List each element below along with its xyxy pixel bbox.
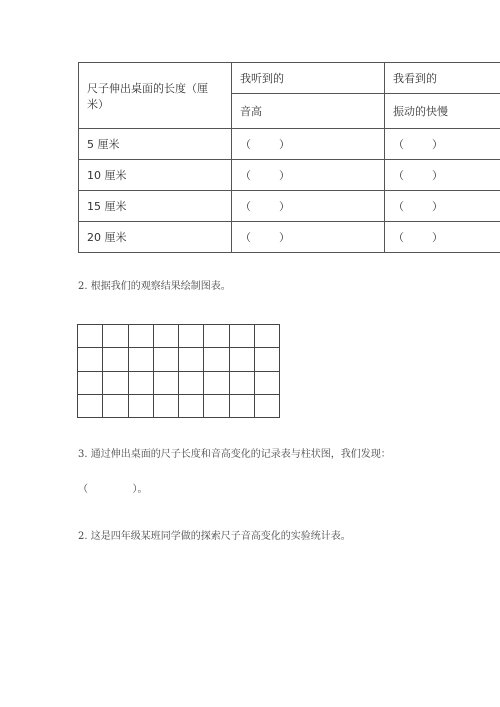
grid-cell[interactable] [229,325,254,348]
grid-cell[interactable] [128,325,153,348]
grid-cell[interactable] [103,394,128,417]
table-row [79,129,500,160]
grid-cell[interactable] [254,394,279,417]
row-length: 15 厘米 [79,191,232,222]
seen-answer-blank[interactable]: （ ） [385,222,500,253]
seen-answer-blank[interactable]: （ ） [385,160,500,191]
grid-cell[interactable] [78,371,103,394]
table-row [79,222,500,253]
seen-answer-blank[interactable]: （ ） [385,191,500,222]
grid-cell[interactable] [204,371,229,394]
header-length: 尺子伸出桌面的长度（厘米） [79,63,232,129]
grid-cell[interactable] [103,371,128,394]
header-heard: 我听到的 [232,63,385,94]
grid-cell[interactable] [254,348,279,371]
grid-cell[interactable] [78,325,103,348]
grid-cell[interactable] [229,371,254,394]
row-length: 20 厘米 [79,222,232,253]
grid-cell[interactable] [153,371,178,394]
row-length: 5 厘米 [79,129,232,160]
grid-cell[interactable] [78,394,103,417]
grid-cell[interactable] [179,325,204,348]
grid-cell[interactable] [204,348,229,371]
grid-cell[interactable] [179,394,204,417]
grid-cell[interactable] [204,394,229,417]
grid-cell[interactable] [128,394,153,417]
grid-cell[interactable] [128,371,153,394]
grid-cell[interactable] [78,348,103,371]
table-row [79,160,500,191]
grid-cell[interactable] [229,348,254,371]
grid-cell[interactable] [254,325,279,348]
header-seen: 我看到的 [385,63,500,94]
heard-answer-blank[interactable]: （ ） [232,222,385,253]
grid-cell[interactable] [204,325,229,348]
grid-cell[interactable] [153,325,178,348]
header-pitch: 音高 [232,94,385,129]
grid-cell[interactable] [103,348,128,371]
heard-answer-blank[interactable]: （ ） [232,160,385,191]
grid-cell[interactable] [128,348,153,371]
heard-answer-blank[interactable]: （ ） [232,129,385,160]
grid-cell[interactable] [153,348,178,371]
heard-answer-blank[interactable]: （ ） [232,191,385,222]
record-table [78,62,500,253]
question-2: 2. 根据我们的观察结果绘制图表。 [78,281,231,292]
row-length: 10 厘米 [79,160,232,191]
header-vibration-speed: 振动的快慢 [385,94,500,129]
grid-cell[interactable] [153,394,178,417]
grid-cell[interactable] [229,394,254,417]
question-next: 2. 这是四年级某班同学做的探索尺子音高变化的实验统计表。 [78,531,351,542]
table-header-row-1 [79,63,500,94]
question-3: 3. 通过伸出桌面的尺子长度和音高变化的记录表与柱状图，我们发现： [78,449,391,460]
question-3-answer-blank[interactable]: （ ）。 [78,484,148,495]
grid-cell[interactable] [179,371,204,394]
seen-answer-blank[interactable]: （ ） [385,129,500,160]
grid-cell[interactable] [254,371,279,394]
grid-cell[interactable] [103,325,128,348]
table-row [79,191,500,222]
grid-cell[interactable] [179,348,204,371]
drawing-grid[interactable] [77,324,280,418]
